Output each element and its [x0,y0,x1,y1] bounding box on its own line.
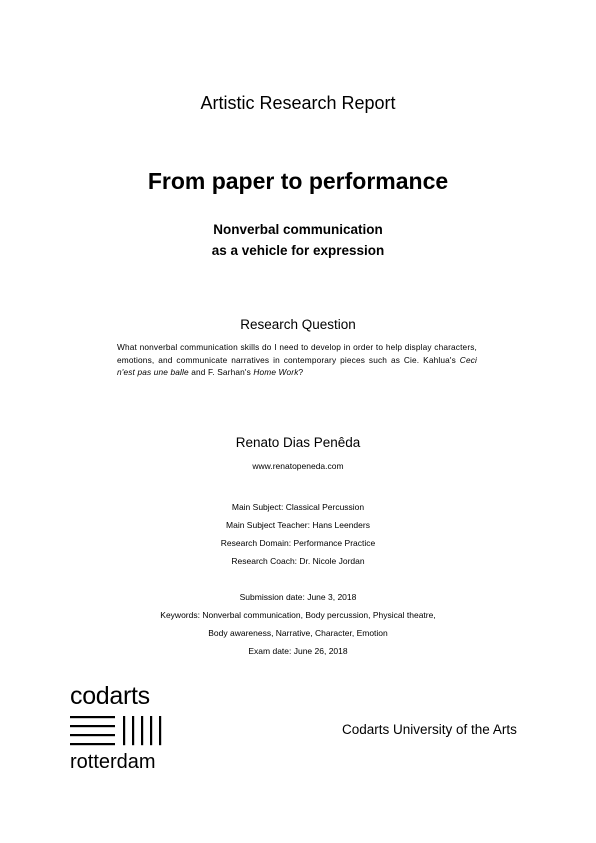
report-type: Artistic Research Report [200,93,396,113]
study-details [0,498,596,570]
rq-text-after: ? [298,367,304,377]
research-question-text [117,341,477,379]
codarts-logo [70,682,180,774]
keywords-line-1: Keywords: Nonverbal communication, Body percussion, Physical theatre, [160,610,436,620]
rq-work-title-1: Ceci n'est pas une balle [117,354,477,377]
research-question-heading: Research Question [240,317,356,332]
logo-word-rotterdam: rotterdam [70,751,156,773]
keywords-line-2: Body awareness, Narrative, Character, Emotion [208,628,388,638]
logo-stripes-icon [70,715,166,747]
main-subject: Main Subject: Classical Percussion [231,502,365,512]
submission-date: Submission date: June 3, 2018 [239,592,357,602]
rq-text-middle: and F. Sarhan's [188,367,254,377]
subtitle-line-2: as a vehicle for expression [211,243,385,258]
logo-word-codarts: codarts [70,682,150,710]
research-domain: Research Domain: Performance Practice [220,538,376,548]
author-name: Renato Dias Penêda [235,435,361,450]
institution-name: Codarts University of the Arts [342,722,517,737]
subtitle-line-1: Nonverbal communication [213,222,383,237]
subtitle [0,219,596,261]
research-coach: Research Coach: Dr. Nicole Jordan [231,556,365,566]
submission-details [0,588,596,660]
page-title: From paper to performance [147,168,449,194]
rq-work-title-2: Home Work [253,367,299,377]
exam-date: Exam date: June 26, 2018 [248,646,348,656]
main-subject-teacher: Main Subject Teacher: Hans Leenders [226,520,370,530]
author-website: www.renatopeneda.com [252,461,344,471]
rq-text-before: What nonverbal communication skills do I need to develop in order to help display characters, emotions, and communicate narratives in contemporary pieces such as Cie. Kahlua's [117,342,477,365]
